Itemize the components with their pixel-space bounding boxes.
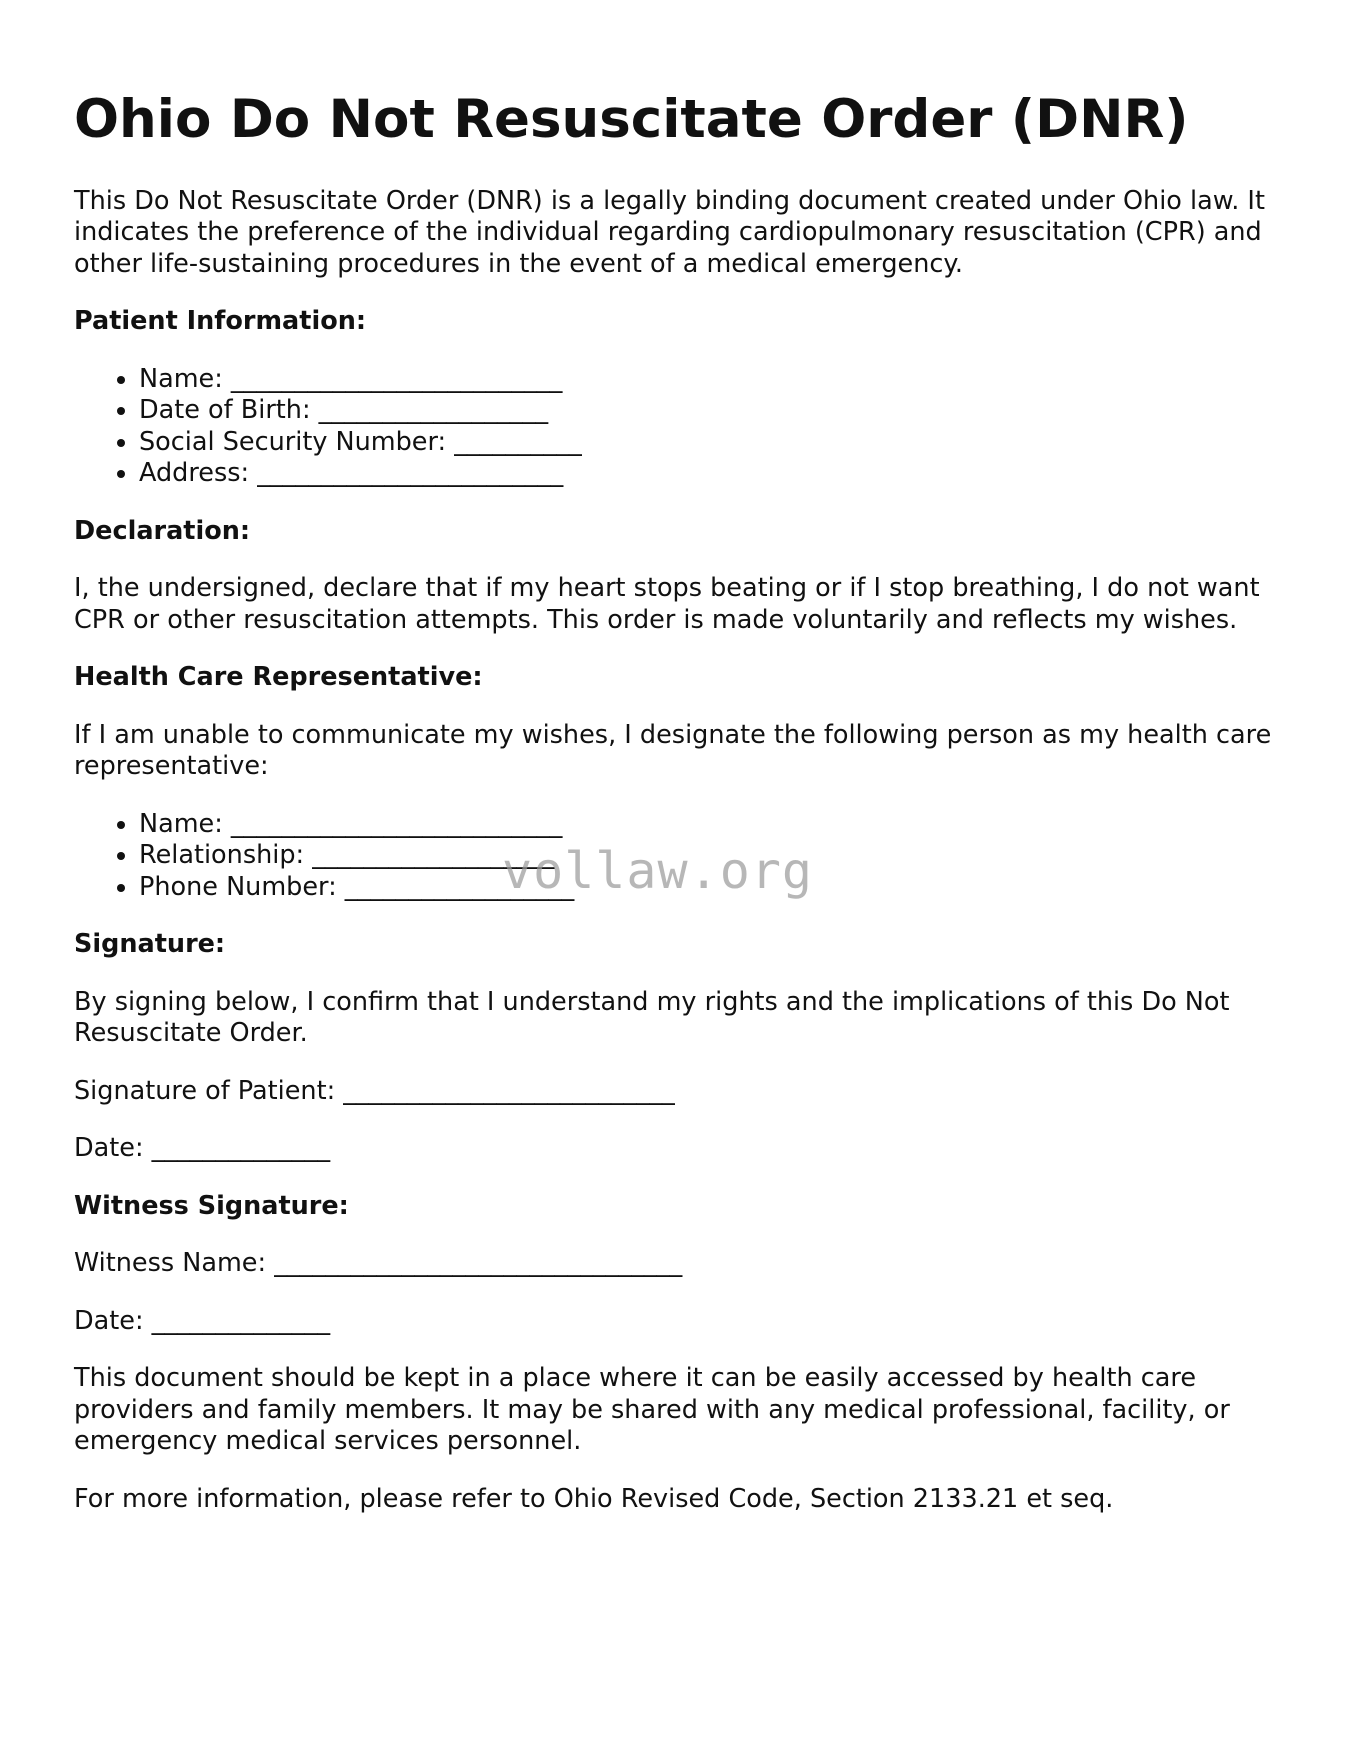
intro-paragraph: This Do Not Resuscitate Order (DNR) is a legally binding document created under Ohio law. It indicates the preference of the individual regarding cardiopulmonary resuscitation (CPR) and other life-sustaining procedures in the event of a medical emergency. <box>74 185 1265 279</box>
representative-heading: Health Care Representative: <box>74 662 483 693</box>
closing-paragraph: This document should be kept in a place where it can be easily accessed by health care providers and family members. It may be shared with any medical professional, facility, or emergency medical services personnel. <box>74 1363 1230 1457</box>
signature-heading: Signature: <box>74 929 226 960</box>
patient-name-field[interactable]: • Name: __________________________ <box>139 364 1274 396</box>
declaration-heading: Declaration: <box>74 515 251 546</box>
signature-text: By signing below, I confirm that I understand my rights and the implications of this Do Not Resuscitate Order. <box>74 986 1230 1049</box>
patient-ssn-field[interactable]: • Social Security Number: __________ <box>139 427 1274 459</box>
witness-heading: Witness Signature: <box>74 1190 349 1221</box>
watermark: vollaw.org <box>502 842 814 900</box>
declaration-text: I, the undersigned, declare that if my heart stops beating or if I stop breathing, I do not want CPR or other resuscitation attempts. This order is made voluntarily and reflects my wishes. <box>74 573 1260 635</box>
representative-relationship-field[interactable]: • Relationship: ___________________ <box>139 840 1274 872</box>
representative-text: If I am unable to communicate my wishes, I designate the following person as my health care representative: <box>74 719 1272 782</box>
patient-info-list <box>74 364 1274 490</box>
patient-signature-field[interactable]: Signature of Patient: __________________________ <box>74 1075 675 1106</box>
patient-dob-field[interactable]: • Date of Birth: __________________ <box>139 395 1274 427</box>
witness-name-field[interactable]: Witness Name: ________________________________ <box>74 1248 683 1279</box>
patient-address-field[interactable]: • Address: ________________________ <box>139 458 1274 490</box>
witness-date-field[interactable]: Date: ______________ <box>74 1305 331 1336</box>
reference-paragraph: For more information, please refer to Ohio Revised Code, Section 2133.21 et seq. <box>74 1483 1114 1514</box>
representative-name-field[interactable]: • Name: __________________________ <box>139 809 1274 841</box>
patient-date-field[interactable]: Date: ______________ <box>74 1133 331 1164</box>
document-title: Ohio Do Not Resuscitate Order (DNR) <box>74 89 1189 150</box>
representative-phone-field[interactable]: • Phone Number: __________________ <box>139 872 1274 904</box>
document-page <box>74 88 1274 1541</box>
patient-info-heading: Patient Information: <box>74 306 367 337</box>
